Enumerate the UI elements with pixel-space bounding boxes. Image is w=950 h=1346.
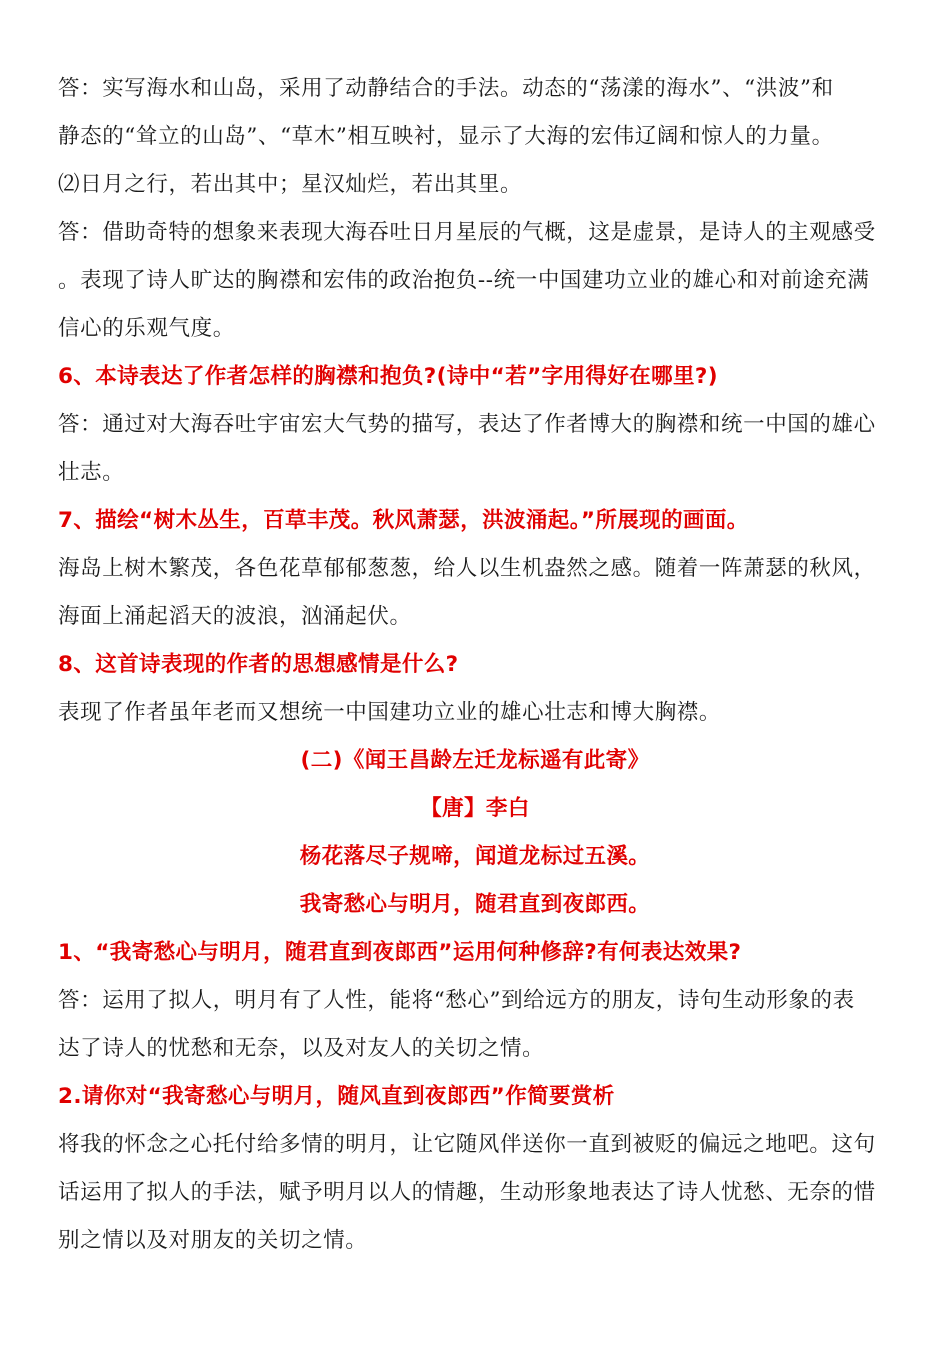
answer-line: 答：实写海水和山岛，采用了动静结合的手法。动态的“荡漾的海水”、“洪波”和 [58, 76, 834, 101]
question-heading: 1、“我寄愁心与明月，随君直到夜郎西”运用何种修辞?有何表达效果? [58, 940, 742, 965]
answer-line: 达了诗人的忧愁和无奈，以及对友人的关切之情。 [58, 1036, 545, 1061]
answer-line: 壮志。 [58, 460, 125, 485]
poem-author: 【唐】李白 [420, 796, 530, 821]
poem-verse-2: 我寄愁心与明月，随君直到夜郎西。 [299, 892, 651, 917]
answer-line: 答：通过对大海吞吐宇宙宏大气势的描写，表达了作者博大的胸襟和统一中国的雄心 [58, 412, 876, 437]
answer-line: 海面上涌起滔天的波浪，汹涌起伏。 [58, 604, 412, 629]
answer-line: 话运用了拟人的手法，赋予明月以人的情趣，生动形象地表达了诗人忧愁、无奈的惜 [58, 1180, 876, 1205]
answer-line: 将我的怀念之心托付给多情的明月，让它随风伴送你一直到被贬的偏远之地吧。这句 [58, 1132, 876, 1157]
poem-title: (二)《闻王昌龄左迁龙标遥有此寄》 [300, 748, 650, 773]
answer-line: 别之情以及对朋友的关切之情。 [58, 1228, 368, 1253]
poem-verse-1: 杨花落尽子规啼，闻道龙标过五溪。 [299, 844, 651, 869]
answer-line: 答：借助奇特的想象来表现大海吞吐日月星辰的气概，这是虚景，是诗人的主观感受 [58, 220, 876, 245]
question-heading: 8、这首诗表现的作者的思想感情是什么? [58, 652, 459, 677]
answer-line: 表现了作者虽年老而又想统一中国建功立业的雄心壮志和博大胸襟。 [58, 700, 722, 725]
poem-quote-line: ⑵日月之行，若出其中；星汉灿烂，若出其里。 [58, 172, 523, 197]
question-heading: 2.请你对“我寄愁心与明月，随风直到夜郎西”作简要赏析 [58, 1084, 615, 1109]
answer-line: 静态的“耸立的山岛”、“草木”相互映衬，显示了大海的宏伟辽阔和惊人的力量。 [58, 124, 834, 149]
answer-line: 答：运用了拟人，明月有了人性，能将“愁心”到给远方的朋友，诗句生动形象的表 [58, 988, 855, 1013]
question-heading: 6、本诗表达了作者怎样的胸襟和抱负?(诗中“若”字用得好在哪里?) [58, 364, 719, 389]
answer-line: 海岛上树木繁茂，各色花草郁郁葱葱，给人以生机盎然之感。随着一阵萧瑟的秋风， [58, 556, 876, 581]
question-heading: 7、描绘“树木丛生，百草丰茂。秋风萧瑟，洪波涌起。”所展现的画面。 [58, 508, 749, 533]
answer-line: 。表现了诗人旷达的胸襟和宏伟的政治抱负--统一中国建功立业的雄心和对前途充满 [58, 268, 870, 293]
answer-line: 信心的乐观气度。 [58, 316, 235, 341]
